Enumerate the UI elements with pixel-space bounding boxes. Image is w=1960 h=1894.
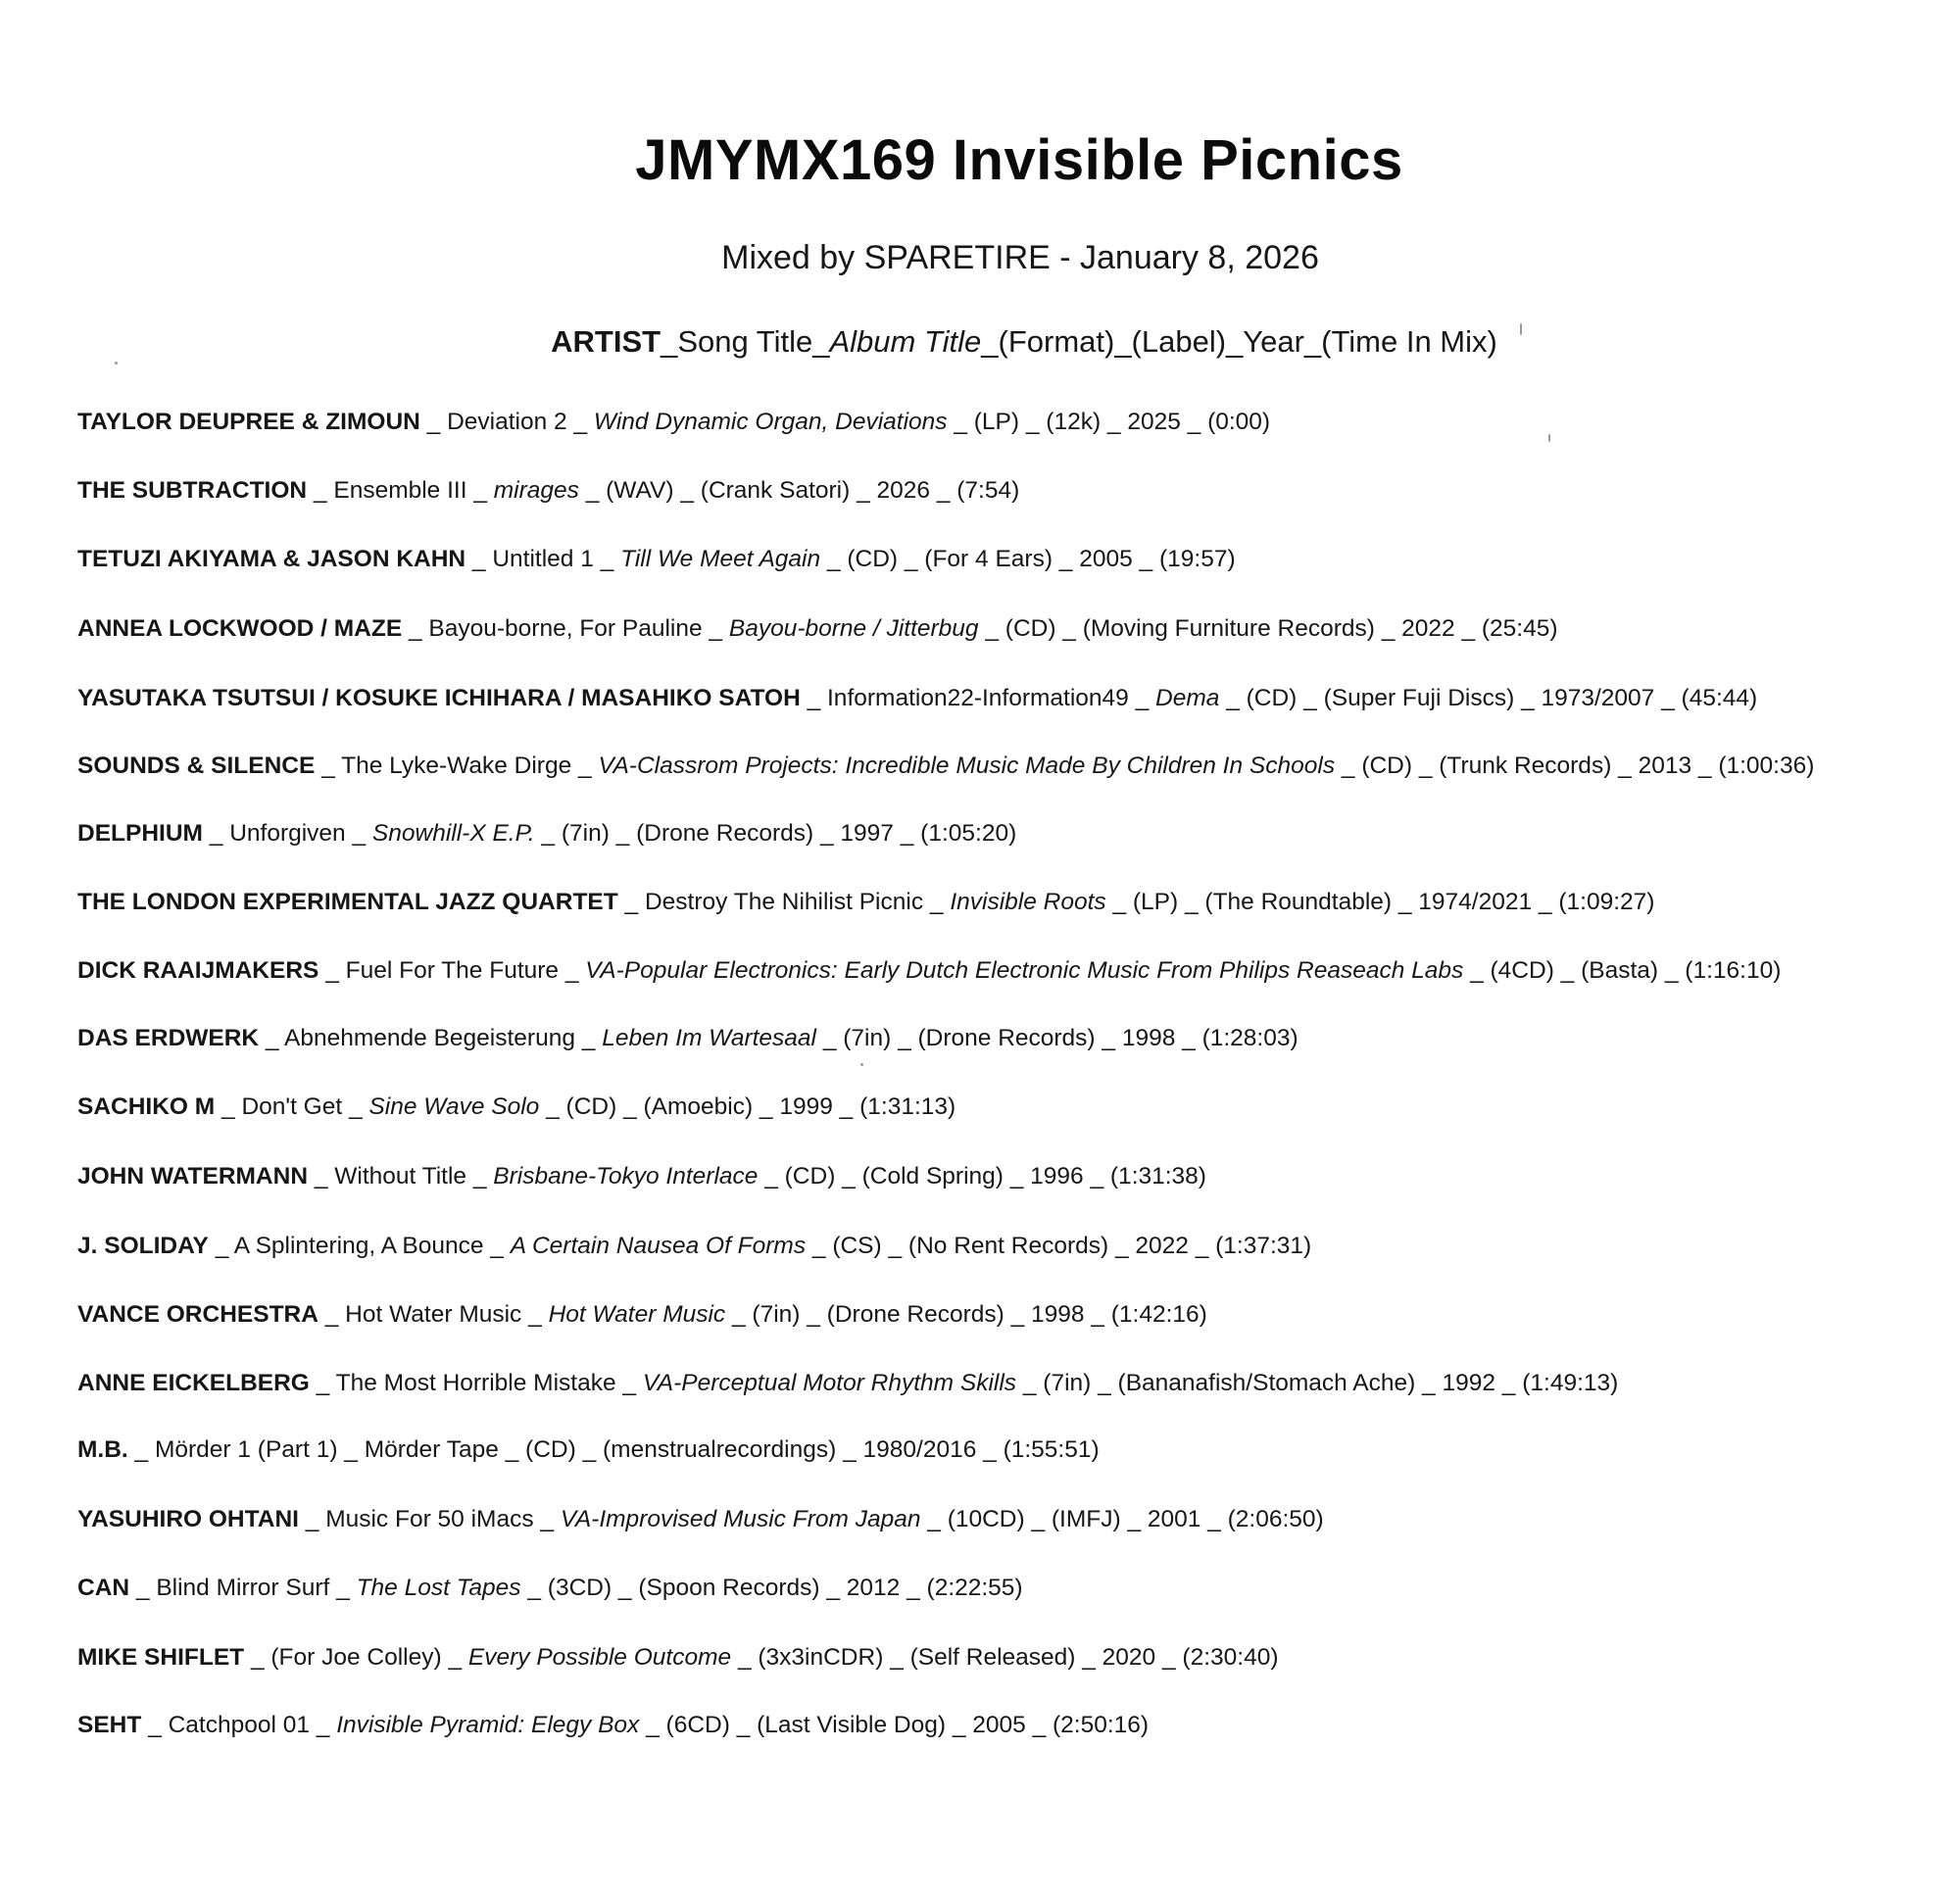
track-row (77, 1093, 956, 1122)
track-row (77, 1162, 1206, 1191)
track-song: _ Unforgiven _ (202, 820, 372, 847)
scan-speck (860, 1063, 863, 1066)
track-row (77, 1643, 1279, 1673)
track-details: _ (WAV) _ (Crank Satori) _ 2026 _ (7:54) (578, 477, 1020, 504)
track-details: _ (7in) _ (Bananafish/Stomach Ache) _ 1992 _ (1:49:13) (1016, 1370, 1619, 1396)
track-album: Invisible Roots (950, 889, 1106, 915)
track-song: _ Ensemble III _ (307, 477, 494, 504)
track-details: _ (6CD) _ (Last Visible Dog) _ 2005 _ (2:50:16) (639, 1712, 1150, 1738)
track-artist: VANCE ORCHESTRA (77, 1301, 318, 1328)
track-row (77, 752, 1814, 781)
track-song: _ Without Title _ (308, 1163, 494, 1190)
scan-speck (1520, 323, 1522, 335)
track-details: _ (7in) _ (Drone Records) _ 1998 _ (1:42:16) (725, 1301, 1207, 1328)
track-artist: J. SOLIDAY (77, 1233, 209, 1259)
track-row (77, 1232, 1311, 1261)
track-artist: MIKE SHIFLET (77, 1644, 245, 1671)
legend-sep: _ (661, 324, 678, 359)
track-row (77, 1574, 1023, 1603)
format-legend (0, 324, 1960, 360)
track-album: mirages (493, 477, 579, 504)
track-artist: DELPHIUM (77, 820, 203, 847)
track-artist: YASUTAKA TSUTSUI / KOSUKE ICHIHARA / MASAHIKO SATOH (77, 685, 801, 711)
track-artist: TAYLOR DEUPREE & ZIMOUN (77, 409, 420, 435)
track-details: _ (7in) _ (Drone Records) _ 1997 _ (1:05:20) (534, 820, 1017, 847)
track-row (77, 888, 1654, 917)
track-details: _ (3CD) _ (Spoon Records) _ 2012 _ (2:22:55) (520, 1575, 1023, 1601)
track-details: _ (CD) _ (Moving Furniture Records) _ 2022 _ (25:45) (978, 615, 1558, 642)
track-artist: M.B. (77, 1436, 128, 1463)
track-row (77, 614, 1558, 644)
legend-sep: _ (812, 324, 830, 359)
track-row (77, 1505, 1324, 1534)
track-row (77, 476, 1019, 506)
legend-song: Song Title (677, 324, 813, 359)
track-details: _ (CD) _ (For 4 Ears) _ 2005 _ (19:57) (820, 546, 1236, 572)
track-song: _ Mörder 1 (Part 1) _ Mörder Tape _ (CD) _ (menstrualrecordings) _ 1980/2016 _ (1:55:51) (127, 1436, 1100, 1463)
track-artist: THE SUBTRACTION (77, 477, 308, 504)
track-song: _ Music For 50 iMacs _ (298, 1506, 561, 1532)
track-details: _ (CD) _ (Amoebic) _ 1999 _ (1:31:13) (539, 1093, 956, 1120)
track-song: _ Hot Water Music _ (318, 1301, 549, 1328)
track-details: _ (10CD) _ (IMFJ) _ 2001 _ (2:06:50) (920, 1506, 1324, 1532)
track-album: VA-Classrom Projects: Incredible Music Made By Children In Schools (598, 753, 1336, 779)
track-details: _ (CS) _ (No Rent Records) _ 2022 _ (1:37:31) (806, 1233, 1312, 1259)
track-details: _ (LP) _ (12k) _ 2025 _ (0:00) (947, 409, 1271, 435)
track-album: VA-Popular Electronics: Early Dutch Electronic Music From Philips Reaseach Labs (585, 957, 1464, 984)
legend-artist: ARTIST (551, 324, 662, 359)
track-album: Leben Im Wartesaal (602, 1025, 817, 1051)
track-row (77, 956, 1781, 986)
track-album: Every Possible Outcome (467, 1644, 732, 1671)
track-album: VA-Perceptual Motor Rhythm Skills (642, 1370, 1017, 1396)
track-album: The Lost Tapes (356, 1575, 521, 1601)
track-album: Hot Water Music (548, 1301, 726, 1328)
track-row (77, 684, 1757, 713)
track-artist: JOHN WATERMANN (77, 1163, 309, 1190)
track-song: _ Don't Get _ (215, 1093, 369, 1120)
track-details: _ (LP) _ (The Roundtable) _ 1974/2021 _ (1:09:27) (1105, 889, 1655, 915)
track-song: _ Destroy The Nihilist Picnic _ (617, 889, 951, 915)
track-song: _ Catchpool 01 _ (141, 1712, 337, 1738)
track-artist: TETUZI AKIYAMA & JASON KAHN (77, 546, 466, 572)
track-artist: THE LONDON EXPERIMENTAL JAZZ QUARTET (77, 889, 618, 915)
track-album: VA-Improvised Music From Japan (560, 1506, 921, 1532)
track-album: Bayou-borne / Jitterbug (728, 615, 979, 642)
track-artist: SEHT (77, 1712, 142, 1738)
track-row (77, 1435, 1100, 1465)
track-album: Wind Dynamic Organ, Deviations (593, 409, 948, 435)
track-artist: ANNEA LOCKWOOD / MAZE (77, 615, 403, 642)
track-album: Till We Meet Again (620, 546, 821, 572)
track-album: Invisible Pyramid: Elegy Box (336, 1712, 640, 1738)
page-subtitle: Mixed by SPARETIRE - January 8, 2026 (721, 239, 1319, 276)
track-album: Snowhill-X E.P. (371, 820, 535, 847)
scan-speck (1548, 434, 1550, 442)
track-details: _ (CD) _ (Super Fuji Discs) _ 1973/2007 _ (45:44) (1219, 685, 1758, 711)
track-row (77, 1300, 1207, 1330)
track-row (77, 819, 1016, 849)
track-song: _ Fuel For The Future _ (318, 957, 586, 984)
track-song: _ The Lyke-Wake Dirge _ (315, 753, 599, 779)
page-title: JMYMX169 Invisible Picnics (635, 128, 1403, 192)
track-album: Brisbane-Tokyo Interlace (493, 1163, 759, 1190)
track-row (77, 1369, 1618, 1398)
track-details: _ (7in) _ (Drone Records) _ 1998 _ (1:28:03) (816, 1025, 1298, 1051)
track-song: _ A Splintering, A Bounce _ (208, 1233, 511, 1259)
track-row (77, 545, 1236, 574)
legend-album: Album Title (829, 324, 982, 359)
track-album: A Certain Nausea Of Forms (510, 1233, 807, 1259)
track-artist: SOUNDS & SILENCE (77, 753, 316, 779)
track-song: _ (For Joe Colley) _ (244, 1644, 468, 1671)
track-details: _ (CD) _ (Trunk Records) _ 2013 _ (1:00:36) (1335, 753, 1815, 779)
track-details: _ (CD) _ (Cold Spring) _ 1996 _ (1:31:38) (758, 1163, 1206, 1190)
track-song: _ The Most Horrible Mistake _ (309, 1370, 643, 1396)
scan-speck (115, 362, 118, 364)
track-song: _ Untitled 1 _ (466, 546, 621, 572)
track-artist: CAN (77, 1575, 130, 1601)
track-artist: SACHIKO M (77, 1093, 216, 1120)
track-row (77, 1711, 1149, 1740)
track-album: Dema (1155, 685, 1220, 711)
track-details: _ (4CD) _ (Basta) _ (1:16:10) (1463, 957, 1782, 984)
track-artist: DICK RAAIJMAKERS (77, 957, 319, 984)
track-details: _ (3x3inCDR) _ (Self Released) _ 2020 _ (2:30:40) (731, 1644, 1279, 1671)
track-album: Sine Wave Solo (368, 1093, 540, 1120)
track-song: _ Deviation 2 _ (419, 409, 594, 435)
track-artist: ANNE EICKELBERG (77, 1370, 310, 1396)
track-song: _ Bayou-borne, For Pauline _ (402, 615, 729, 642)
track-row (77, 408, 1270, 437)
legend-rest: _(Format)_(Label)_Year_(Time In Mix) (981, 324, 1497, 359)
track-song: _ Abnehmende Begeisterung _ (259, 1025, 603, 1051)
track-artist: YASUHIRO OHTANI (77, 1506, 299, 1532)
track-row (77, 1024, 1298, 1053)
track-song: _ Information22-Information49 _ (800, 685, 1156, 711)
track-artist: DAS ERDWERK (77, 1025, 260, 1051)
track-song: _ Blind Mirror Surf _ (129, 1575, 357, 1601)
